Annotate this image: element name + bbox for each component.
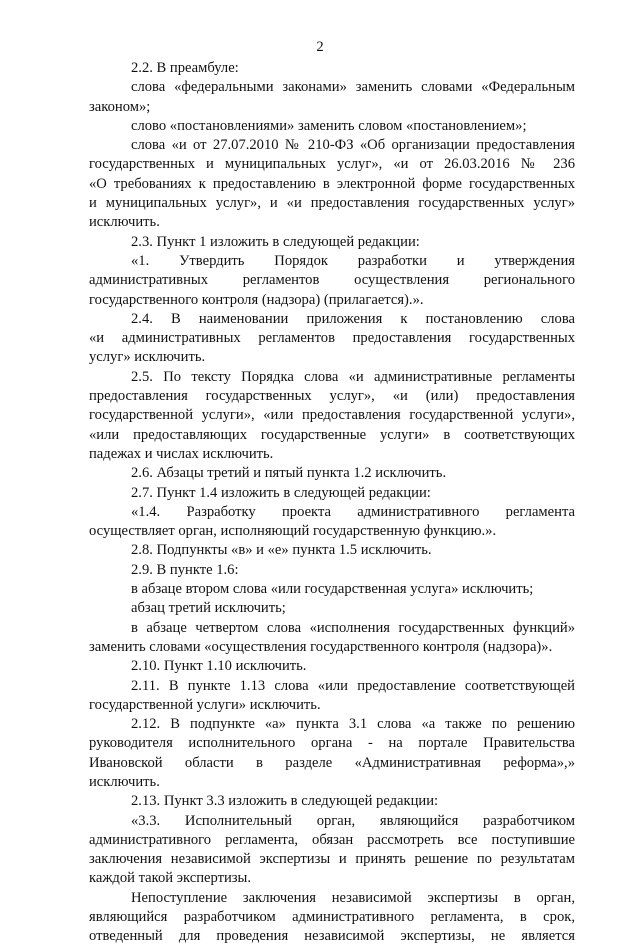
text-line: и муниципальных услуг», и «и предоставления государственных услуг» [89, 195, 575, 212]
paragraph-2-10 [89, 657, 575, 676]
text-line: заключения независимой экспертизы и принять решение по результатам [89, 851, 575, 868]
text-line: отведенный для проведения независимой экспертизы, не является [89, 928, 575, 945]
text-line: 2.4. В наименовании приложения к постановлению слова [131, 310, 575, 327]
paragraph-2-13 [89, 792, 575, 811]
text-line: «и административных регламентов предоставления государственных [89, 330, 575, 347]
text-line: заменить словами «осуществления государственного контроля (надзора)». [89, 638, 553, 655]
paragraph-item-1 [89, 252, 575, 310]
text-line: каждой такой экспертизы. [89, 870, 252, 887]
paragraph-2-4 [89, 310, 575, 368]
text-line: в абзаце четвертом слова «исполнения государственных функций» [131, 619, 575, 636]
text-line: государственной услуги» исключить. [89, 696, 321, 713]
page-number: 2 [316, 39, 324, 55]
text-line: являющийся разработчиком административного регламента, в срок, [89, 909, 575, 926]
paragraph-2-2 [89, 59, 575, 78]
paragraph-2-8 [89, 541, 575, 560]
paragraph-item-1-4 [89, 503, 575, 542]
text-line: «3.3. Исполнительный орган, являющийся разработчиком [131, 812, 575, 829]
text-line: «О требованиях к предоставлению в электронной форме государственных [89, 175, 575, 192]
text-line: 2.12. В подпункте «а» пункта 3.1 слова «а также по решению [131, 716, 575, 733]
text-line: руководителя исполнительного органа - на портале Правительства [89, 735, 575, 752]
text-line: 2.10. Пункт 1.10 исключить. [131, 658, 307, 675]
text-line: 2.11. В пункте 1.13 слова «или предоставление соответствующей [131, 677, 575, 694]
text-line: абзац третий исключить; [131, 600, 286, 617]
paragraph-2-3 [89, 233, 575, 252]
text-line: государственной услуги», «или предоставления государственной услуги», [89, 407, 575, 424]
document-body [89, 59, 575, 947]
paragraph-third-abzac [89, 599, 575, 618]
text-line: «1.4. Разработку проекта административного регламента [131, 503, 575, 520]
paragraph-resolutions [89, 117, 575, 136]
paragraph-second-abzac [89, 580, 575, 599]
text-line: законом»; [89, 98, 151, 115]
text-line: административного регламента, обязан рассмотреть все поступившие [89, 831, 575, 848]
paragraph-fourth-abzac [89, 619, 575, 658]
text-line: слова «и от 27.07.2010 № 210-ФЗ «Об организации предоставления [131, 137, 575, 154]
text-line: услуг» исключить. [89, 349, 206, 366]
paragraph-210-fz [89, 136, 575, 232]
text-line: Ивановской области в разделе «Административная реформа»,» [89, 754, 575, 771]
paragraph-2-7 [89, 484, 575, 503]
paragraph-2-6 [89, 464, 575, 483]
text-line: исключить. [89, 773, 160, 790]
text-line: 2.7. Пункт 1.4 изложить в следующей редакции: [131, 484, 431, 501]
text-line: государственного контроля (надзора) (прилагается).». [89, 291, 424, 308]
paragraph-item-3-3 [89, 812, 575, 889]
text-line: «или предоставляющих государственные услуги» в соответствующих [89, 426, 575, 443]
paragraph-2-12 [89, 715, 575, 792]
text-line: осуществляет орган, исполняющий государственную функцию.». [89, 523, 497, 540]
text-line: 2.3. Пункт 1 изложить в следующей редакции: [131, 233, 420, 250]
paragraph-2-11 [89, 677, 575, 716]
text-line: 2.5. По тексту Порядка слова «и административные регламенты [131, 368, 575, 385]
text-line: 2.2. В преамбуле: [131, 60, 239, 76]
text-line: «1. Утвердить Порядок разработки и утверждения [131, 252, 575, 269]
paragraph-2-9 [89, 561, 575, 580]
text-line: слово «постановлениями» заменить словом «постановлением»; [131, 117, 527, 134]
text-line: Непоступление заключения независимой экспертизы в орган, [131, 889, 575, 906]
text-line: административных регламентов осуществления регионального [89, 272, 575, 289]
text-line: 2.9. В пункте 1.6: [131, 561, 239, 578]
text-line: исключить. [89, 214, 160, 231]
text-line: в абзаце втором слова «или государственная услуга» исключить; [131, 581, 534, 598]
paragraph-federal-laws [89, 78, 575, 117]
text-line: 2.6. Абзацы третий и пятый пункта 1.2 исключить. [131, 465, 447, 482]
text-line: 2.13. Пункт 3.3 изложить в следующей редакции: [131, 793, 439, 810]
text-line: слова «федеральными законами» заменить словами «Федеральным [131, 79, 575, 96]
text-line: 2.8. Подпункты «в» и «е» пункта 1.5 исключить. [131, 542, 432, 559]
paragraph-2-5 [89, 368, 575, 464]
paragraph-non-receipt [89, 889, 575, 947]
text-line: государственных и муниципальных услуг», «и от 26.03.2016 № 236 [89, 156, 575, 173]
text-line: предоставления государственных услуг», «и (или) предоставления [89, 388, 575, 405]
text-line: падежах и числах исключить. [89, 445, 274, 462]
